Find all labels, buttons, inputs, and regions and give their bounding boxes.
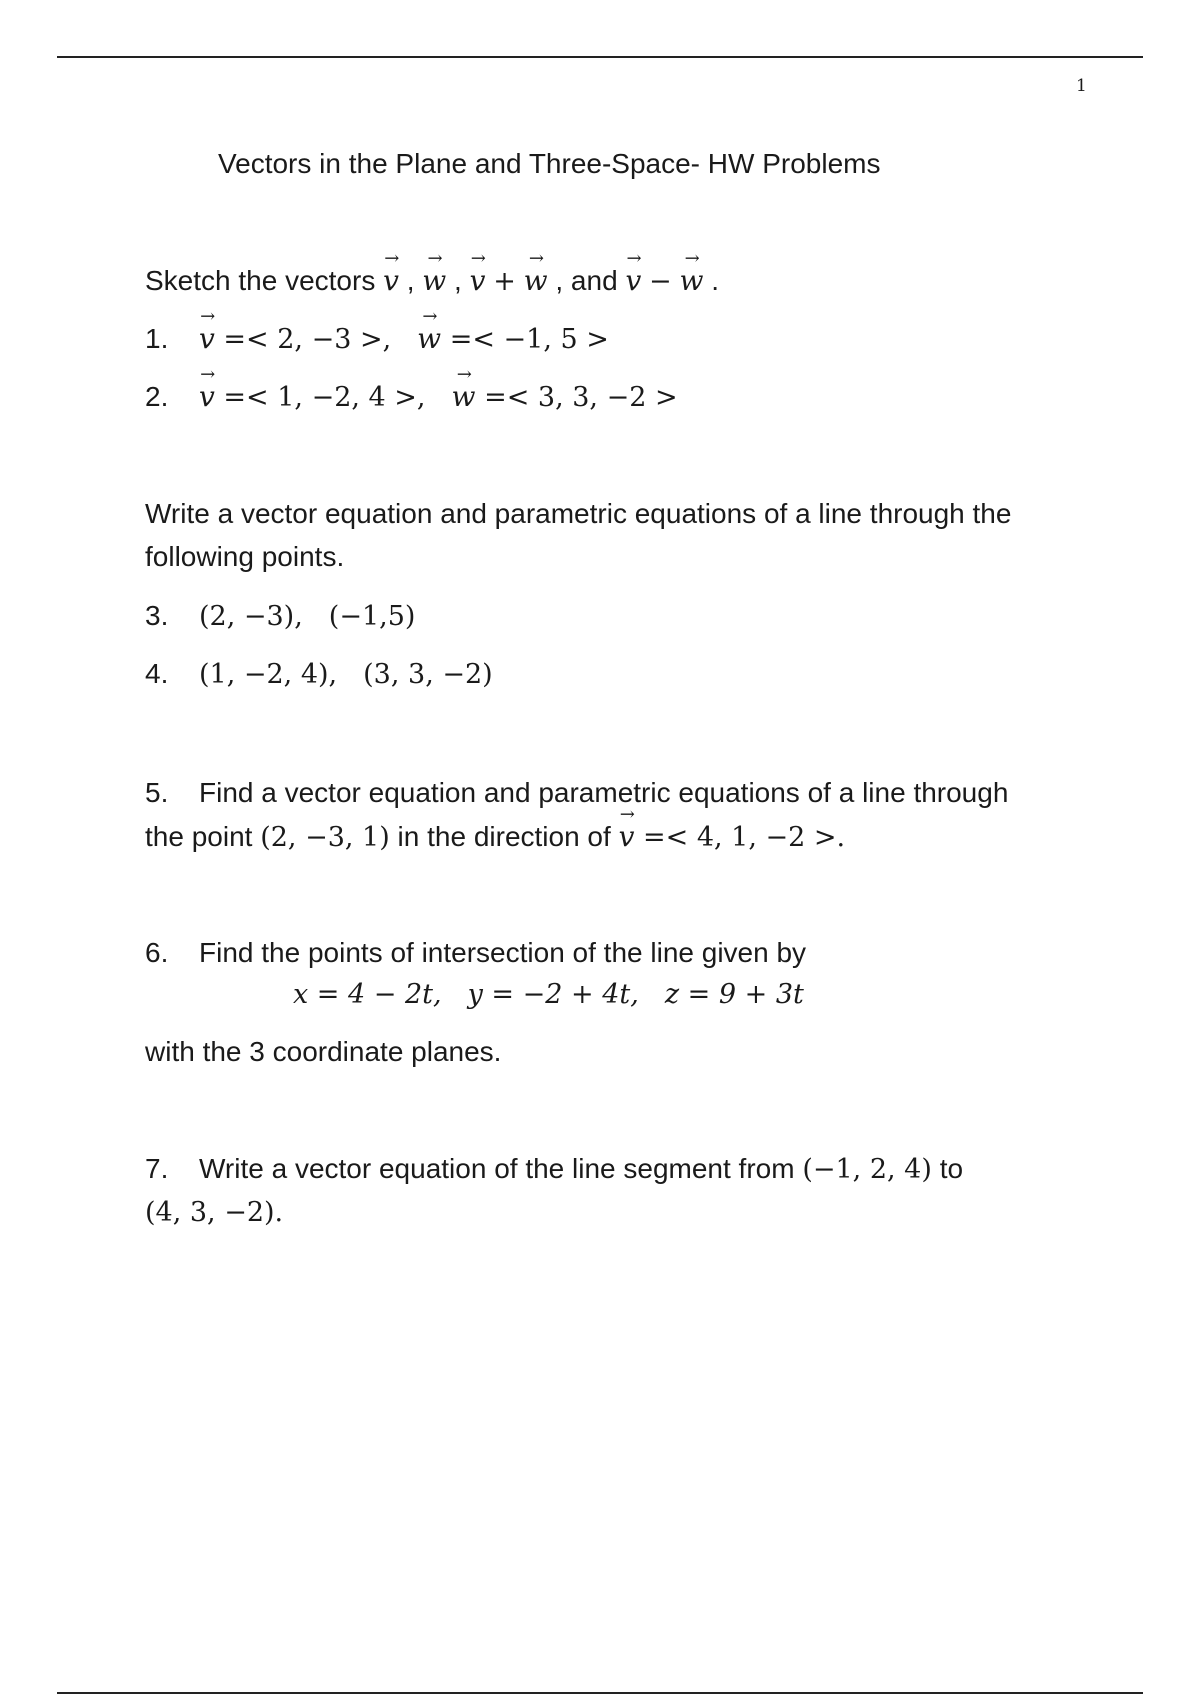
problem-number: 5. xyxy=(145,777,169,808)
top-rule xyxy=(57,56,1143,58)
problem-text: Find a vector equation and parametric equations of a line through xyxy=(199,777,1009,808)
w-value: =< −1, 5 > xyxy=(441,324,609,355)
point-1: (1, −2, 4), xyxy=(199,659,338,690)
plus-operator: + xyxy=(493,266,516,297)
problem-text: in the direction of xyxy=(397,821,611,852)
vector-w-symbol: → w xyxy=(417,322,441,355)
problem-1 xyxy=(145,322,609,355)
problem-number: 6. xyxy=(145,937,169,968)
section2-instruction-line2: following points. xyxy=(145,541,345,572)
vector-v-symbol: → v xyxy=(383,264,399,297)
problem-4 xyxy=(145,658,493,690)
problem-7-line2 xyxy=(145,1196,283,1228)
problem-number: 7. xyxy=(145,1153,169,1184)
vector-w-symbol: → w xyxy=(422,264,446,297)
vector-v-symbol: → v xyxy=(619,820,635,853)
problem-2 xyxy=(145,380,678,413)
instruction-prefix: Sketch the vectors xyxy=(145,265,376,296)
vector-w-symbol: → w xyxy=(679,264,703,297)
problem-5-line1 xyxy=(145,777,1008,809)
problem-text: to xyxy=(939,1153,964,1184)
bottom-rule xyxy=(57,1692,1143,1694)
page-number: 1 xyxy=(1076,76,1087,96)
point-1: (2, −3), xyxy=(199,601,303,632)
section2-instruction-line1: Write a vector equation and parametric equations of a line through the xyxy=(145,498,1012,529)
v-value: =< 1, −2, 4 >, xyxy=(214,382,426,413)
vector-v-symbol: → v xyxy=(625,264,641,297)
equation-x: x = 4 − 2t, xyxy=(293,979,442,1010)
problem-number: 4. xyxy=(145,658,169,689)
section1-instruction: Sketch the vectors → v , → w , → v + → w , and → v − → w . xyxy=(145,264,719,297)
v-value: =< 2, −3 >, xyxy=(214,324,392,355)
problem-6-line3: with the 3 coordinate planes. xyxy=(145,1036,502,1067)
equation-z: z = 9 + 3t xyxy=(664,979,804,1010)
problem-text: the point xyxy=(145,821,253,852)
v-value: =< 4, 1, −2 >. xyxy=(634,822,846,853)
from-point: (−1, 2, 4) xyxy=(802,1154,932,1185)
problem-3 xyxy=(145,600,415,632)
to-point: (4, 3, −2). xyxy=(145,1197,284,1228)
parametric-equations xyxy=(293,978,804,1010)
problem-5-line2 xyxy=(145,820,845,853)
vector-v-symbol: → v xyxy=(199,322,215,355)
minus-operator: − xyxy=(649,266,672,297)
problem-text: Find the points of intersection of the line given by xyxy=(199,937,807,968)
w-value: =< 3, 3, −2 > xyxy=(475,382,678,413)
problem-6-line1 xyxy=(145,937,806,969)
problem-number: 1. xyxy=(145,323,169,354)
problem-number: 3. xyxy=(145,600,169,631)
and-text: , and xyxy=(555,265,618,296)
vector-w-symbol: → w xyxy=(524,264,548,297)
vector-v-symbol: → v xyxy=(199,380,215,413)
point-2: (−1,5) xyxy=(328,601,416,632)
vector-w-symbol: → w xyxy=(452,380,476,413)
vector-v-symbol: → v xyxy=(470,264,486,297)
problem-7-line1 xyxy=(145,1153,963,1185)
equation-y: y = −2 + 4t, xyxy=(467,979,639,1010)
page-title: Vectors in the Plane and Three-Space- HW Problems xyxy=(218,148,881,179)
point: (2, −3, 1) xyxy=(260,822,390,853)
problem-number: 2. xyxy=(145,381,169,412)
point-2: (3, 3, −2) xyxy=(363,659,493,690)
problem-text: Write a vector equation of the line segment from xyxy=(199,1153,795,1184)
